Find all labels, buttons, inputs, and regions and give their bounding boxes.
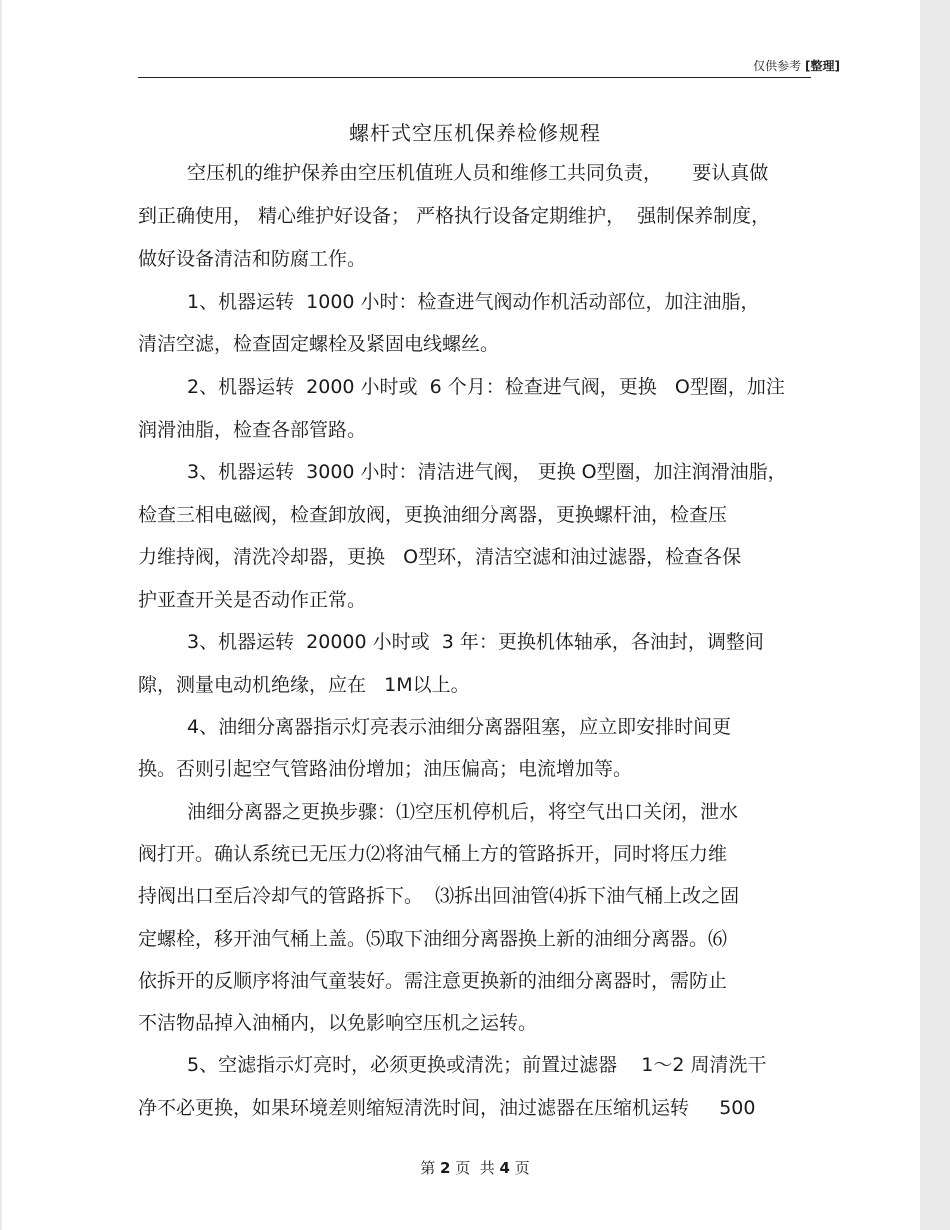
body-line: 空压机的维护保养由空压机值班人员和维修工共同负责， 要认真做	[187, 162, 769, 184]
footer-total-pages: 4	[499, 1159, 510, 1177]
body-line: 依拆开的反顺序将油气童装好。需注意更换新的油细分离器时，需防止	[138, 970, 728, 992]
page-header	[753, 57, 840, 74]
body-line: 持阀出口至后冷却气的管路拆下。 ⑶拆出回油管⑷拆下油气桶上改之固	[138, 885, 740, 907]
body-line: 阀打开。确认系统已无压力⑵将油气桶上方的管路拆开，同时将压力维	[138, 843, 728, 865]
body-line: 护亚查开关是否动作正常。	[138, 589, 367, 611]
footer-prefix: 第	[420, 1159, 436, 1177]
header-tag: [整理]	[805, 59, 840, 73]
body-line: 油细分离器之更换步骤：⑴空压机停机后，将空气出口关闭，泄水	[187, 801, 739, 823]
body-line: 做好设备清洁和防腐工作。	[138, 248, 367, 270]
body-line: 力维持阀，清洗冷却器，更换 O型环，清洁空滤和油过滤器，检查各保	[138, 546, 742, 568]
body-line: 4、油细分离器指示灯亮表示油细分离器阻塞，应立即安排时间更	[187, 716, 732, 738]
body-line: 5、空滤指示灯亮时，必须更换或清洗；前置过滤器 1～2 周清洗干	[187, 1054, 767, 1076]
page-footer	[0, 1157, 950, 1178]
body-line: 到正确使用， 精心维护好设备； 严格执行设备定期维护， 强制保养制度，	[138, 205, 771, 227]
header-divider	[138, 77, 811, 78]
body-line: 换。否则引起空气管路油份增加；油压偏高；电流增加等。	[138, 758, 633, 780]
document-title: 螺杆式空压机保养检修规程	[349, 121, 601, 145]
body-line: 3、机器运转 20000 小时或 3 年：更换机体轴承，各油封，调整间	[187, 631, 764, 653]
footer-page-number: 2	[440, 1159, 451, 1177]
body-line: 定螺栓，移开油气桶上盖。⑸取下油细分离器换上新的油细分离器。⑹	[138, 928, 728, 950]
footer-suffix: 页	[514, 1159, 530, 1177]
body-line: 润滑油脂，检查各部管路。	[138, 419, 367, 441]
body-line: 不洁物品掉入油桶内，以免影响空压机之运转。	[138, 1012, 538, 1034]
header-label: 仅供参考	[753, 59, 802, 73]
body-line: 1、机器运转 1000 小时：检查进气阀动作机活动部位，加注油脂，	[187, 291, 760, 313]
body-line: 检查三相电磁阀，检查卸放阀，更换油细分离器，更换螺杆油，检查压	[138, 504, 728, 526]
footer-middle: 页 共	[455, 1159, 495, 1177]
body-line: 3、机器运转 3000 小时：清洁进气阀， 更换 O型圈，加注润滑油脂，	[187, 461, 787, 483]
body-line: 隙，测量电动机绝缘，应在 1M以上。	[138, 674, 470, 696]
body-line: 净不必更换，如果环境差则缩短清洗时间，油过滤器在压缩机运转 500	[138, 1097, 756, 1119]
body-line: 清洁空滤，检查固定螺栓及紧固电线螺丝。	[138, 333, 500, 355]
body-line: 2、机器运转 2000 小时或 6 个月：检查进气阀，更换 O型圈，加注	[187, 376, 785, 398]
